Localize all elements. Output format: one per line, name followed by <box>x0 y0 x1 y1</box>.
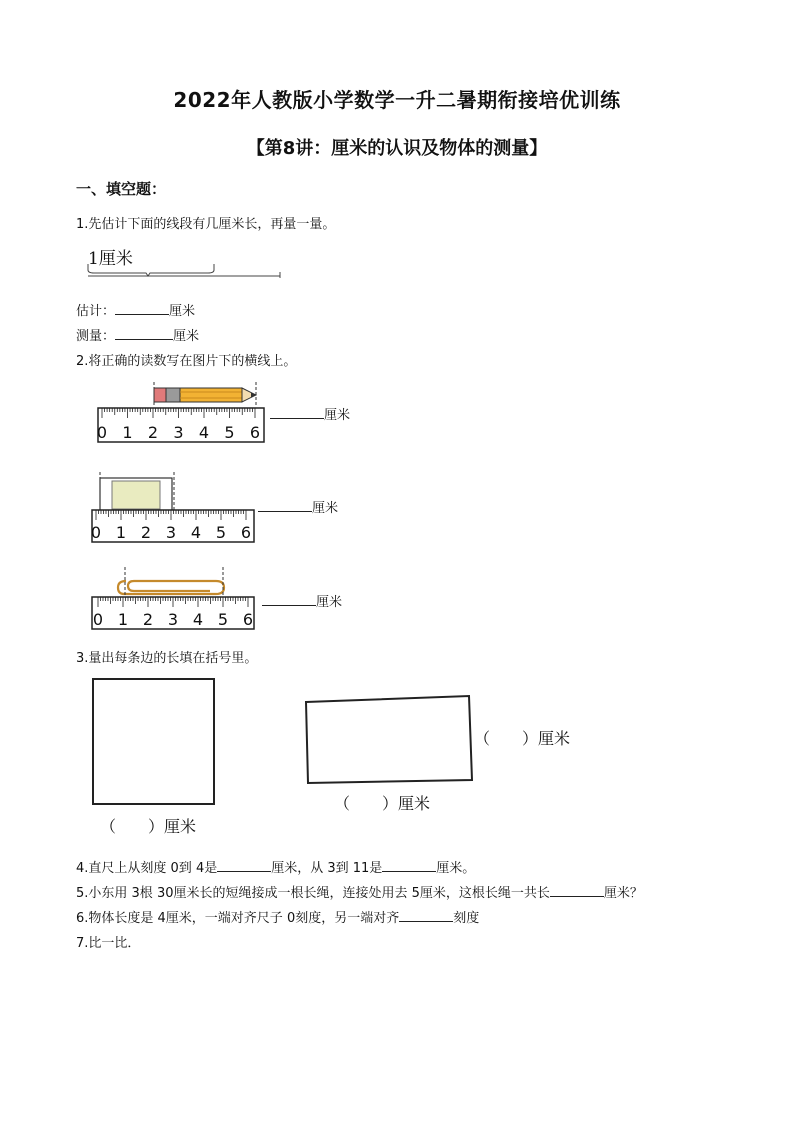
estimate-unit: 厘米 <box>169 304 196 319</box>
answer-blank-2[interactable] <box>258 499 312 512</box>
ruler <box>92 597 254 629</box>
ruler-tick-label: 5 <box>224 423 235 442</box>
section-heading: 一、填空题： <box>76 180 167 198</box>
ruler-tick-label: 5 <box>217 610 229 629</box>
measure-blank[interactable] <box>115 327 173 340</box>
q5-part1: 5.小东用 3根 30厘米长的短绳接成一根长绳，连接处用去 5厘米，这根长绳一共长 <box>76 886 550 901</box>
ruler <box>91 510 254 542</box>
ruler-tick-label: 0 <box>92 610 104 629</box>
q6-part1: 6.物体长度是 4厘米，一端对齐尺子 0刻度，另一端对齐 <box>76 911 400 926</box>
segment-diagram <box>86 262 286 282</box>
ruler-tick-label: 5 <box>215 523 227 542</box>
estimate-label: 估计： <box>76 304 116 319</box>
ruler-figure-2 <box>90 470 260 544</box>
question-2-text: 2.将正确的读数写在图片下的横线上。 <box>76 354 297 369</box>
question-7: 7.比一比． <box>76 936 141 951</box>
ruler-tick-label: 0 <box>96 423 108 442</box>
ruler-figure-1 <box>92 380 272 446</box>
q4-part1: 4.直尺上从刻度 0到 4是 <box>76 861 218 876</box>
q4-blank-1[interactable] <box>217 859 271 872</box>
ruler-tick-label: 2 <box>142 610 154 629</box>
q5-blank[interactable] <box>550 884 604 897</box>
rectangle-figure <box>302 692 476 786</box>
answer-unit-3: 厘米 <box>316 595 343 610</box>
brace <box>88 264 214 276</box>
ruler-tick-label: 4 <box>190 523 202 542</box>
ruler <box>97 408 264 442</box>
rect-bottom-answer[interactable]: （ ）厘米 <box>334 794 431 813</box>
page-subtitle: 【第8讲：厘米的认识及物体的测量】 <box>246 138 548 159</box>
ruler-tick-label: 2 <box>147 423 159 442</box>
ruler-tick-label: 1 <box>115 523 127 542</box>
question-1-text: 1.先估计下面的线段有几厘米长，再量一量。 <box>76 217 336 232</box>
ruler-tick-label: 1 <box>117 610 129 629</box>
q5-part2: 厘米？ <box>603 886 643 901</box>
answer-row-2 <box>258 497 338 516</box>
ruler-tick-label: 6 <box>240 523 252 542</box>
q6-blank[interactable] <box>399 909 453 922</box>
q4-part2: 厘米，从 3到 11是 <box>271 861 383 876</box>
estimate-row <box>76 300 195 319</box>
q6-part2: 刻度 <box>453 911 480 926</box>
square-answer[interactable]: （ ）厘米 <box>100 817 197 836</box>
estimate-blank[interactable] <box>115 302 169 315</box>
answer-blank-1[interactable] <box>270 406 324 419</box>
answer-row-1 <box>270 404 350 423</box>
measure-unit: 厘米 <box>173 329 200 344</box>
ruler-tick-label: 4 <box>192 610 204 629</box>
ruler-tick-label: 3 <box>165 523 177 542</box>
ruler-tick-label: 1 <box>122 423 133 442</box>
answer-row-3 <box>262 591 342 610</box>
question-5 <box>76 882 643 901</box>
q4-blank-2[interactable] <box>382 859 436 872</box>
question-4 <box>76 857 475 876</box>
ruler-tick-label: 2 <box>140 523 152 542</box>
eraser-icon <box>100 478 172 512</box>
paperclip-icon <box>118 581 224 594</box>
answer-blank-3[interactable] <box>262 593 316 606</box>
ruler-tick-label: 4 <box>198 423 210 442</box>
answer-unit-2: 厘米 <box>312 501 339 516</box>
rect-side-answer[interactable]: （ ）厘米 <box>474 729 571 748</box>
square-figure <box>90 676 220 808</box>
measure-row <box>76 325 199 344</box>
ruler-tick-label: 0 <box>90 523 102 542</box>
question-3-text: 3.量出每条边的长填在括号里。 <box>76 651 258 666</box>
question-6 <box>76 907 479 926</box>
page-title: 2022年人教版小学数学一升二暑期衔接培优训练 <box>173 88 621 112</box>
pencil-icon <box>154 388 256 402</box>
answer-unit-1: 厘米 <box>324 408 351 423</box>
measure-label: 测量： <box>76 329 116 344</box>
q4-part3: 厘米。 <box>436 861 476 876</box>
ruler-tick-label: 6 <box>249 423 261 442</box>
ruler-figure-3 <box>90 563 260 633</box>
ruler-tick-label: 3 <box>173 423 184 442</box>
sample-label: 1厘米 <box>88 249 133 269</box>
ruler-tick-label: 6 <box>242 610 254 629</box>
ruler-tick-label: 3 <box>167 610 179 629</box>
